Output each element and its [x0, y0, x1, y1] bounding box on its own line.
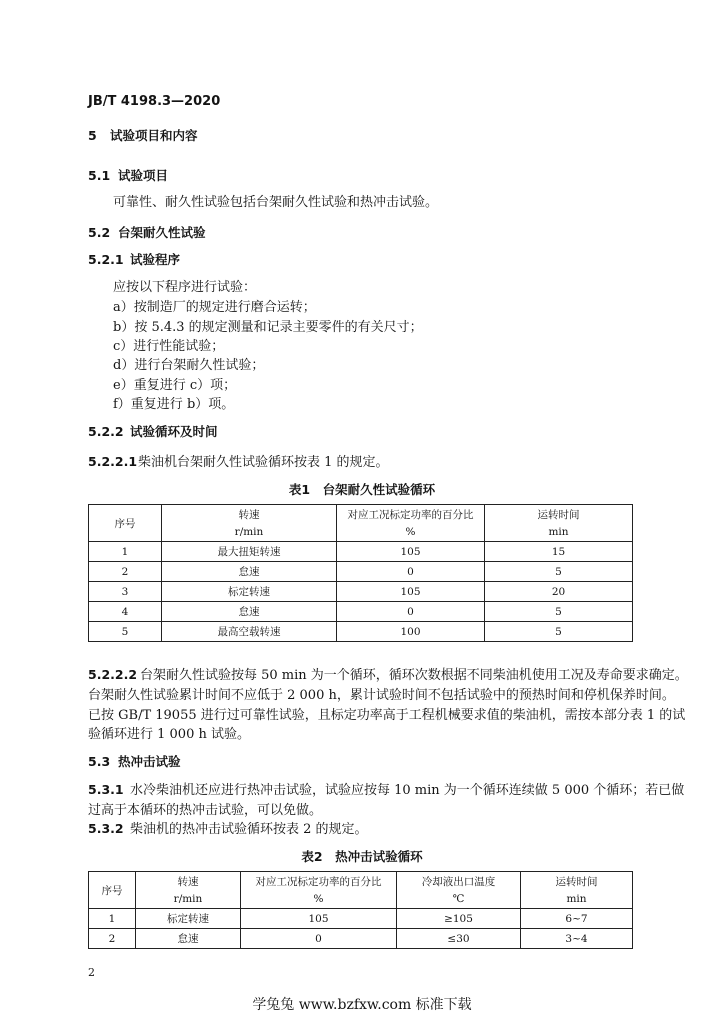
header-unit-cell: min: [485, 523, 633, 542]
table-row: [89, 622, 633, 642]
paragraph-line: 验循环进行 1 000 h 试验。: [88, 727, 250, 742]
table-row: [89, 582, 633, 602]
table-cell: 105: [337, 582, 485, 602]
section-5-2-heading: [88, 223, 206, 241]
table-1-caption: 表1 台架耐久性试验循环: [288, 482, 436, 497]
table-cell: 1: [89, 909, 136, 929]
section-number: 5.2.2.2: [88, 667, 138, 682]
section-title: 热冲击试验: [118, 754, 181, 769]
header-cell: 序号: [89, 505, 162, 542]
table-1: [88, 504, 633, 642]
paragraph-line: 台架耐久性试验累计时间不应低于 2 000 h，累计试验时间不包括试验中的预热时间和停机保养时间。: [88, 688, 675, 703]
header-cell: 序号: [89, 872, 136, 909]
table-cell: 4: [89, 602, 162, 622]
table-cell: 5: [485, 622, 633, 642]
paragraph-text: 水冷柴油机还应进行热冲击试验，试验应按每 10 min 为一个循环连续做 5 000 个循环；若已做: [130, 783, 685, 798]
section-5-3-1-line-1: [88, 779, 684, 798]
table-row: [89, 562, 633, 582]
table-row: [89, 542, 633, 562]
header-cell: 对应工况标定功率的百分比: [241, 872, 397, 891]
header-unit-cell: %: [337, 523, 485, 542]
table-header-row: [89, 872, 633, 891]
section-title: 试验项目和内容: [110, 128, 198, 143]
header-cell: 转速: [136, 872, 241, 891]
table-cell: 3~4: [521, 929, 633, 949]
section-5-2-2-2-line-1: [88, 664, 688, 683]
procedure-item: d）进行台架耐久性试验；: [113, 358, 265, 373]
standard-code: JB/T 4198.3—2020: [88, 94, 221, 109]
table-cell: 105: [337, 542, 485, 562]
table-row: [89, 929, 633, 949]
table-cell: 怠速: [136, 929, 241, 949]
table-cell: 0: [337, 602, 485, 622]
table-2-caption: 表2 热冲击试验循环: [301, 849, 423, 864]
table-cell: 2: [89, 929, 136, 949]
table-cell: 105: [241, 909, 397, 929]
procedure-intro: 应按以下程序进行试验：: [113, 280, 257, 295]
table-cell: 最大扭矩转速: [162, 542, 337, 562]
header-cell: 冷却液出口温度: [397, 872, 521, 891]
section-title: 试验程序: [130, 252, 181, 267]
table-header-row: [89, 890, 633, 909]
table-cell: 怠速: [162, 562, 337, 582]
section-number: 5.3: [88, 754, 111, 769]
section-5-2-1-heading: [88, 250, 180, 268]
header-cell: 运转时间: [521, 872, 633, 891]
procedure-item: a）按制造厂的规定进行磨合运转；: [113, 300, 316, 315]
header-cell: 转速: [162, 505, 337, 524]
section-number: 5.2.1: [88, 252, 124, 267]
section-5-3-heading: [88, 752, 181, 770]
table-cell: 5: [485, 562, 633, 582]
section-5-1-text: 可靠性、耐久性试验包括台架耐久性试验和热冲击试验。: [113, 195, 439, 210]
table-cell: ≥105: [397, 909, 521, 929]
table-cell: 2: [89, 562, 162, 582]
table-cell: 怠速: [162, 602, 337, 622]
table-cell: 最高空载转速: [162, 622, 337, 642]
procedure-item: e）重复进行 c）项；: [113, 378, 237, 393]
table-cell: 5: [89, 622, 162, 642]
procedure-item: b）按 5.4.3 的规定测量和记录主要零件的有关尺寸；: [113, 320, 423, 335]
section-5-2-2-1: [88, 451, 389, 470]
section-5-3-2: [88, 818, 368, 837]
section-number: 5.2.2.1: [88, 454, 138, 469]
section-number: 5.2: [88, 225, 111, 240]
page-number: 2: [88, 966, 95, 979]
table-header-row: [89, 505, 633, 524]
section-title: 试验项目: [118, 168, 169, 183]
table-header-row: [89, 523, 633, 542]
header-unit-cell: r/min: [136, 890, 241, 909]
paragraph-line: 过高于本循环的热冲击试验，可以免做。: [88, 803, 323, 818]
paragraph-text: 柴油机台架耐久性试验循环按表 1 的规定。: [138, 455, 389, 470]
paragraph-line: 已按 GB/T 19055 进行过可靠性试验，且标定功率高于工程机械要求值的柴油机，需按本部分表 1 的试: [88, 708, 686, 723]
header-cell: 对应工况标定功率的百分比: [337, 505, 485, 524]
table-cell: 15: [485, 542, 633, 562]
section-5-2-2-heading: [88, 422, 218, 440]
table-cell: 标定转速: [136, 909, 241, 929]
table-cell: 1: [89, 542, 162, 562]
table-cell: 0: [241, 929, 397, 949]
section-number: 5.3.2: [88, 821, 124, 836]
paragraph-text: 柴油机的热冲击试验循环按表 2 的规定。: [130, 822, 368, 837]
header-unit-cell: min: [521, 890, 633, 909]
paragraph-text: 台架耐久性试验按每 50 min 为一个循环，循环次数根据不同柴油机使用工况及寿命要求确定。: [140, 668, 688, 683]
section-number: 5: [88, 128, 97, 143]
table-row: [89, 602, 633, 622]
table-cell: 5: [485, 602, 633, 622]
section-number: 5.3.1: [88, 782, 124, 797]
section-title: 台架耐久性试验: [118, 225, 206, 240]
header-unit-cell: ℃: [397, 890, 521, 909]
header-cell: 运转时间: [485, 505, 633, 524]
section-number: 5.2.2: [88, 424, 124, 439]
procedure-item: f）重复进行 b）项。: [113, 397, 235, 412]
section-5-1-heading: [88, 166, 168, 184]
table-row: [89, 909, 633, 929]
section-title: 试验循环及时间: [130, 424, 218, 439]
procedure-item: c）进行性能试验；: [113, 339, 225, 354]
header-unit-cell: %: [241, 890, 397, 909]
table-cell: 标定转速: [162, 582, 337, 602]
table-cell: 0: [337, 562, 485, 582]
table-cell: ≤30: [397, 929, 521, 949]
section-5-heading: [88, 126, 198, 144]
table-cell: 20: [485, 582, 633, 602]
table-cell: 3: [89, 582, 162, 602]
section-number: 5.1: [88, 168, 111, 183]
table-cell: 100: [337, 622, 485, 642]
watermark-footer: 学兔兔 www.bzfxw.com 标准下载: [252, 997, 472, 1013]
table-cell: 6~7: [521, 909, 633, 929]
table-2: [88, 871, 633, 949]
header-unit-cell: r/min: [162, 523, 337, 542]
